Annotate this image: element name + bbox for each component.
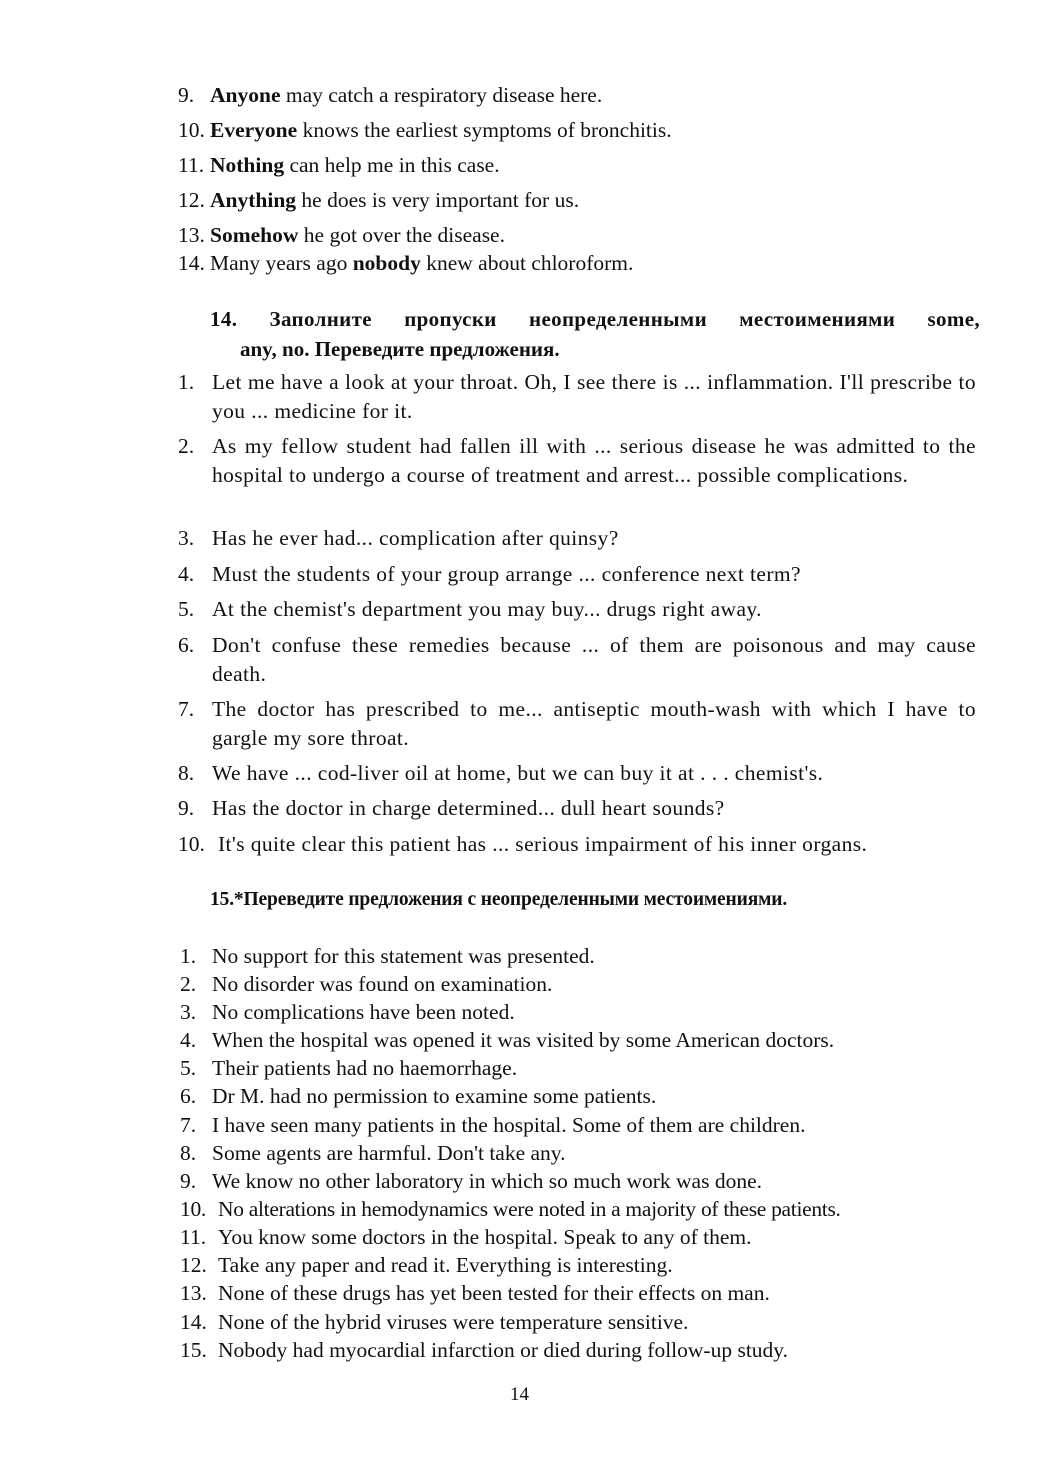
list-item	[180, 1111, 805, 1139]
item-number: 3.	[180, 1000, 197, 1024]
item-text: Some agents are harmful. Don't take any.	[212, 1141, 566, 1165]
list-item	[178, 524, 976, 553]
exercise-14-heading-continued: any, no. Переведите предложения.	[240, 337, 560, 361]
bold-pronoun: Somehow	[210, 223, 299, 247]
item-text: Nobody had myocardial infarction or died during follow-up study.	[218, 1338, 789, 1362]
item-number: 2.	[178, 434, 195, 458]
item-text: Take any paper and read it. Everything is interesting.	[218, 1253, 673, 1277]
item-text: Must the students of your group arrange ... conference next term?	[212, 562, 801, 586]
item-text: Has the doctor in charge determined... dull heart sounds?	[212, 796, 725, 820]
list-item	[180, 1223, 751, 1251]
item-text: None of the hybrid viruses were temperature sensitive.	[218, 1310, 689, 1334]
item-number: 12.	[180, 1253, 207, 1277]
list-item	[178, 759, 976, 788]
item-number: 5.	[178, 597, 195, 621]
list-item	[180, 1308, 688, 1336]
list-item	[178, 560, 976, 589]
bold-pronoun: Anything	[210, 188, 297, 212]
item-number: 1.	[178, 370, 195, 394]
item-number: 14.	[178, 251, 205, 275]
list-item: 12. Anything he does is very important for us.	[178, 188, 580, 212]
item-text: None of these drugs has yet been tested for their effects on man.	[218, 1281, 770, 1305]
item-number: 8.	[180, 1141, 197, 1165]
bold-pronoun: Everyone	[210, 118, 298, 142]
item-number: 4.	[180, 1028, 197, 1052]
list-item	[180, 1054, 517, 1082]
item-number: 15.	[180, 1338, 207, 1362]
item-number: 14.	[180, 1310, 207, 1334]
item-number: 10.	[178, 118, 205, 142]
item-number: 10.	[180, 1197, 206, 1221]
item-number: 6.	[180, 1084, 197, 1108]
item-text: We have ... cod-liver oil at home, but we can buy it at . . . chemist's.	[212, 761, 824, 785]
list-item	[178, 695, 976, 752]
list-item	[178, 631, 976, 688]
item-number: 9.	[180, 1169, 197, 1193]
list-item	[180, 970, 552, 998]
list-item: 14. Many years ago nobody knew about chloroform.	[178, 251, 634, 275]
item-number: 2.	[180, 972, 197, 996]
item-number: 11.	[180, 1225, 207, 1249]
item-number: 7.	[180, 1113, 197, 1137]
list-item	[180, 1139, 566, 1167]
item-text: Let me have a look at your throat. Oh, I see there is ... inflammation. I'll prescribe to you ... medicine for it.	[212, 370, 976, 423]
item-number: 1.	[180, 944, 197, 968]
item-text: When the hospital was opened it was visited by some American doctors.	[212, 1028, 835, 1052]
bold-pronoun: nobody	[352, 251, 421, 275]
list-item: 9. Anyone may catch a respiratory disease here.	[178, 83, 603, 107]
list-item	[180, 1195, 841, 1223]
list-item	[180, 998, 515, 1026]
list-item	[180, 1279, 770, 1307]
item-number: 5.	[180, 1056, 197, 1080]
list-item: 10. Everyone knows the earliest symptoms of bronchitis.	[178, 118, 672, 142]
item-text: No alterations in hemodynamics were noted in a majority of these patients.	[218, 1197, 841, 1221]
item-text: You know some doctors in the hospital. Speak to any of them.	[218, 1225, 752, 1249]
item-number: 13.	[178, 223, 205, 247]
item-number: 12.	[178, 188, 205, 212]
item-text: At the chemist's department you may buy... drugs right away.	[212, 597, 762, 621]
list-item	[180, 1082, 656, 1110]
item-number: 9.	[178, 83, 195, 107]
page-number: 14	[510, 1384, 529, 1405]
list-item	[180, 1336, 788, 1364]
list-item: 11. Nothing can help me in this case.	[178, 153, 500, 177]
item-text: It's quite clear this patient has ... serious impairment of his inner organs.	[218, 832, 868, 856]
item-text: Dr M. had no permission to examine some patients.	[212, 1084, 657, 1108]
list-item	[178, 595, 976, 624]
bold-pronoun: Nothing	[210, 153, 285, 177]
list-item	[178, 830, 976, 859]
list-item: 13. Somehow he got over the disease.	[178, 223, 505, 247]
item-text: No support for this statement was presented.	[212, 944, 595, 968]
exercise-14-heading: 14. Заполните пропуски неопределенными местоимениями some,	[210, 307, 980, 331]
item-text: I have seen many patients in the hospital. Some of them are children.	[212, 1113, 806, 1137]
exercise-15-heading: 15.*Переведите предложения с неопределенными местоимениями.	[210, 889, 788, 910]
list-item	[180, 1167, 762, 1195]
item-text: The doctor has prescribed to me... antiseptic mouth-wash with which I have to gargle my sore throat.	[212, 697, 976, 750]
item-text: No disorder was found on examination.	[212, 972, 553, 996]
item-text: Their patients had no haemorrhage.	[212, 1056, 518, 1080]
list-item	[180, 942, 595, 970]
item-text: As my fellow student had fallen ill with ... serious disease he was admitted to the hospital to undergo a course of treatment and arrest... possible complications.	[212, 434, 976, 487]
bold-pronoun: Anyone	[210, 83, 281, 107]
item-number: 6.	[178, 633, 195, 657]
item-number: 8.	[178, 761, 195, 785]
list-item	[180, 1251, 673, 1279]
item-number: 4.	[178, 562, 195, 586]
item-text: Has he ever had... complication after quinsy?	[212, 526, 619, 550]
item-number: 7.	[178, 697, 195, 721]
list-item	[180, 1026, 834, 1054]
item-number: 9.	[178, 796, 195, 820]
item-text: We know no other laboratory in which so much work was done.	[212, 1169, 762, 1193]
list-item	[178, 368, 976, 425]
item-number: 3.	[178, 526, 195, 550]
list-item	[178, 794, 976, 823]
item-number: 10.	[178, 832, 205, 856]
item-text: No complications have been noted.	[212, 1000, 515, 1024]
list-item	[178, 432, 976, 489]
item-text: Don't confuse these remedies because ... of them are poisonous and may cause death.	[212, 633, 976, 686]
item-number: 11.	[178, 153, 205, 177]
item-number: 13.	[180, 1281, 207, 1305]
